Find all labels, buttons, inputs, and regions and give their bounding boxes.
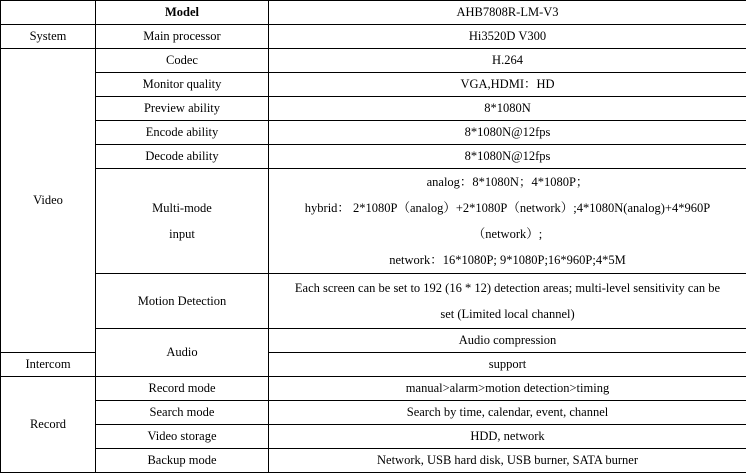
table-row bbox=[1, 377, 746, 401]
multimode-value-line: （network）; bbox=[275, 221, 740, 247]
spec-label: Decode ability bbox=[96, 145, 269, 169]
category-audio: Audio bbox=[96, 329, 269, 377]
table-row bbox=[1, 329, 746, 353]
spec-value: Network, USB hard disk, USB burner, SATA burner bbox=[269, 449, 746, 473]
spec-value: manual>alarm>motion detection>timing bbox=[269, 377, 746, 401]
table-row bbox=[1, 121, 746, 145]
spec-value: VGA,HDMI：HD bbox=[269, 73, 746, 97]
spec-value: support bbox=[269, 353, 746, 377]
spec-label: Monitor quality bbox=[96, 73, 269, 97]
table-row bbox=[1, 145, 746, 169]
table-row bbox=[1, 97, 746, 121]
motion-detection-value bbox=[269, 274, 746, 329]
spec-label: Main processor bbox=[96, 25, 269, 49]
spec-label: Preview ability bbox=[96, 97, 269, 121]
multimode-label-line: Multi-mode bbox=[102, 195, 262, 221]
multimode-value-line: hybrid： 2*1080P（analog）+2*1080P（network）;4*1080N(analog)+4*960P bbox=[275, 195, 740, 221]
motion-detection-line: Each screen can be set to 192 (16 * 12) detection areas; multi-level sensitivity can be bbox=[275, 275, 740, 301]
spec-value: 8*1080N@12fps bbox=[269, 145, 746, 169]
model-value: AHB7808R-LM-V3 bbox=[269, 1, 746, 25]
spec-label: Codec bbox=[96, 49, 269, 73]
motion-detection-line: set (Limited local channel) bbox=[275, 301, 740, 327]
category-record: Record bbox=[1, 377, 96, 473]
category-video: Video bbox=[1, 49, 96, 353]
model-label: Model bbox=[96, 1, 269, 25]
multimode-label-line: input bbox=[102, 221, 262, 247]
multimode-label bbox=[96, 169, 269, 274]
spec-label: Audio compression bbox=[269, 329, 746, 353]
multimode-value bbox=[269, 169, 746, 274]
header-blank-cell bbox=[1, 1, 96, 25]
spec-label: Encode ability bbox=[96, 121, 269, 145]
header-row bbox=[1, 1, 746, 25]
table-row bbox=[1, 73, 746, 97]
table-row bbox=[1, 49, 746, 73]
spec-value: 8*1080N@12fps bbox=[269, 121, 746, 145]
spec-value: Hi3520D V300 bbox=[269, 25, 746, 49]
spec-value: HDD, network bbox=[269, 425, 746, 449]
table-row bbox=[1, 25, 746, 49]
table-row bbox=[1, 425, 746, 449]
spec-label: Record mode bbox=[96, 377, 269, 401]
spec-value: H.264 bbox=[269, 49, 746, 73]
spec-label: Backup mode bbox=[96, 449, 269, 473]
spec-value: Search by time, calendar, event, channel bbox=[269, 401, 746, 425]
motion-detection-label: Motion Detection bbox=[96, 274, 269, 329]
table-row bbox=[1, 401, 746, 425]
multimode-value-line: network：16*1080P; 9*1080P;16*960P;4*5M bbox=[275, 247, 740, 273]
table-row-multimode bbox=[1, 169, 746, 274]
table-row-motion bbox=[1, 274, 746, 329]
category-system: System bbox=[1, 25, 96, 49]
spec-label: Video storage bbox=[96, 425, 269, 449]
spec-label: Search mode bbox=[96, 401, 269, 425]
spec-value: 8*1080N bbox=[269, 97, 746, 121]
spec-label: Intercom bbox=[1, 353, 96, 377]
multimode-value-line: analog：8*1080N；4*1080P； bbox=[275, 169, 740, 195]
